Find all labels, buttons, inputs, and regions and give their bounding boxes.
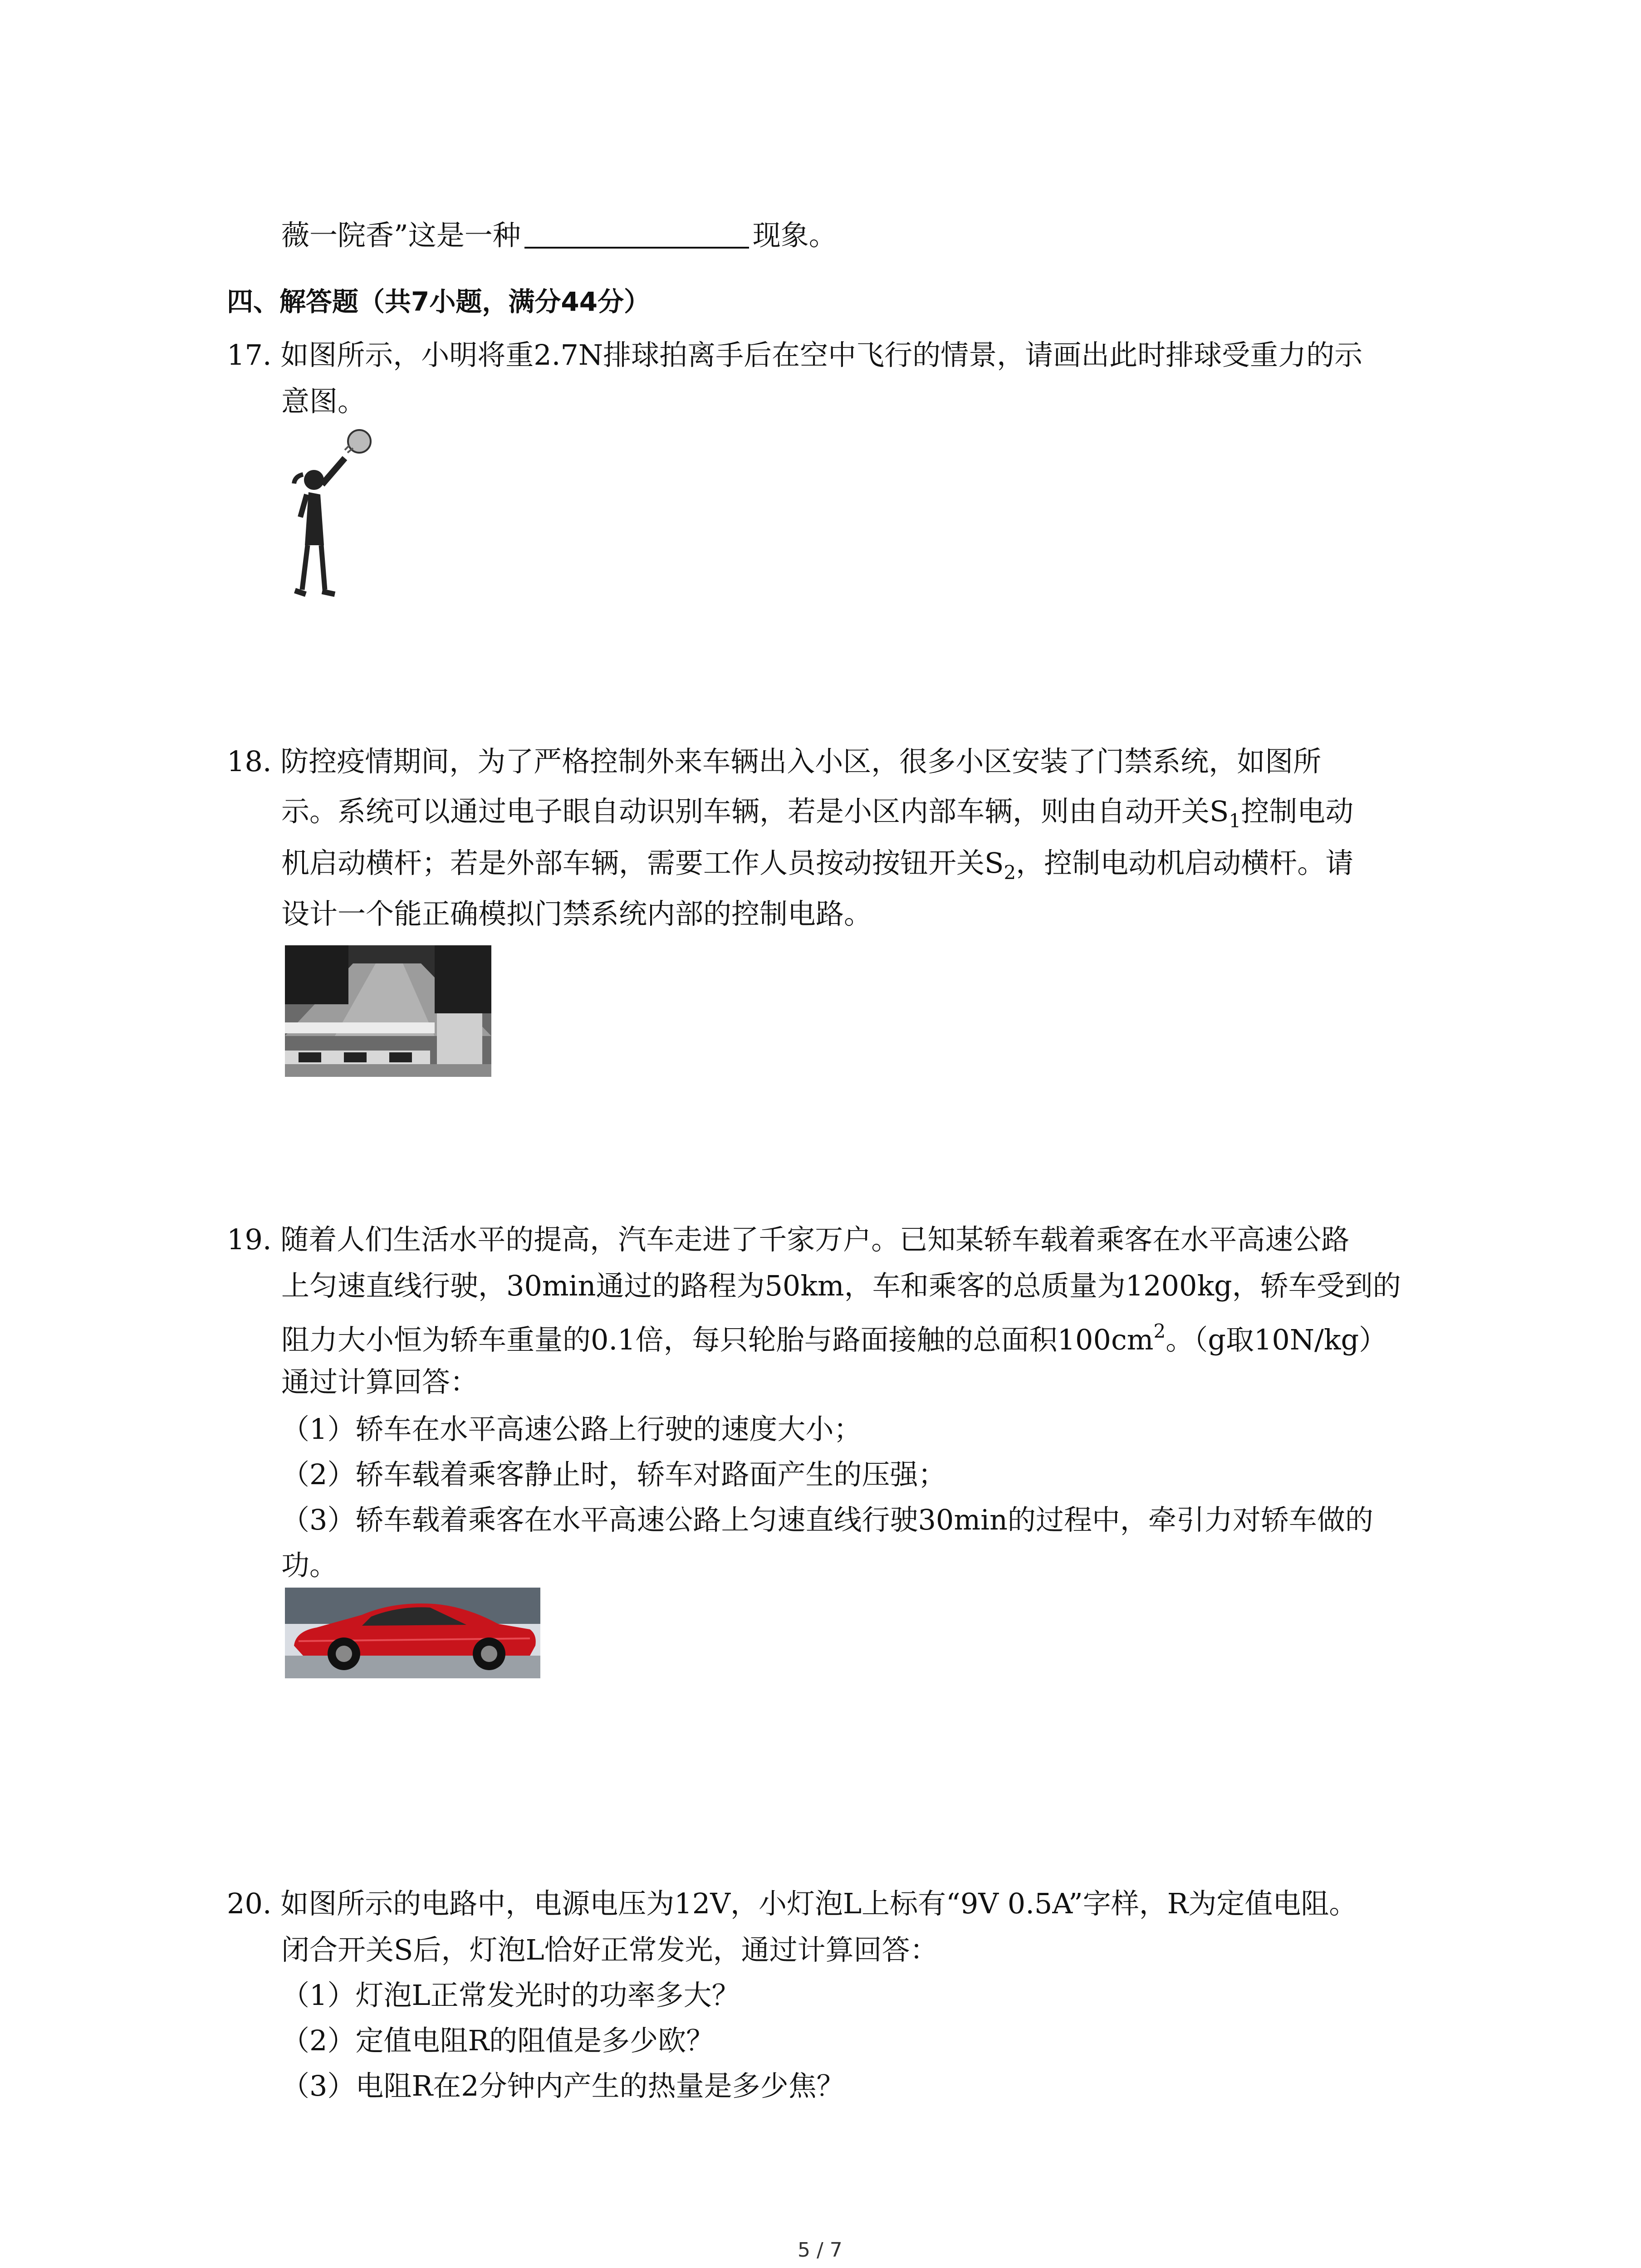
q18-line-1: 18. 防控疫情期间，为了严格控制外来车辆出入小区，很多小区安装了门禁系统，如图所 bbox=[227, 745, 1322, 778]
q18-line-2-text-a: 示。系统可以通过电子眼自动识别车辆，若是小区内部车辆，则由自动开关S bbox=[281, 795, 1229, 828]
q19-line-3 bbox=[281, 1322, 1387, 1354]
q17-line-1: 17. 如图所示，小明将重2.7N排球拍离手后在空中飞行的情景，请画出此时排球受重力的示 bbox=[227, 338, 1363, 371]
q19-subquestion-2: （2）轿车载着乘客静止时，轿车对路面产生的压强； bbox=[281, 1458, 946, 1491]
q20-line-1: 20. 如图所示的电路中，电源电压为12V，小灯泡L上标有“9V 0.5A”字样，R为定值电阻。 bbox=[227, 1887, 1357, 1920]
subscript-2: 2 bbox=[1004, 861, 1016, 884]
q19-subquestion-3-line-2: 功。 bbox=[281, 1549, 338, 1582]
q18-line-2-text-b: 控制电动 bbox=[1241, 795, 1354, 828]
q18-line-2 bbox=[281, 797, 1353, 831]
section-heading: 四、解答题（共7小题，满分44分） bbox=[227, 286, 651, 317]
q19-line-3-text-b: 。（g取10N/kg） bbox=[1166, 1323, 1387, 1356]
q16-text-before: 薇一院香”这是一种 bbox=[281, 219, 521, 252]
red-sedan-photo bbox=[285, 1588, 540, 1678]
answer-blank[interactable] bbox=[524, 225, 749, 249]
question-16-continuation bbox=[281, 219, 837, 252]
subscript-1: 1 bbox=[1229, 810, 1241, 832]
q20-line-2: 闭合开关S后，灯泡L恰好正常发光，通过计算回答： bbox=[281, 1933, 938, 1966]
superscript-2: 2 bbox=[1153, 1320, 1166, 1342]
q18-line-3-text-b: ，控制电动机启动横杆。请 bbox=[1016, 846, 1354, 880]
q19-subquestion-1: （1）轿车在水平高速公路上行驶的速度大小； bbox=[281, 1413, 862, 1446]
q16-text-after: 现象。 bbox=[752, 219, 837, 252]
q17-line-2: 意图。 bbox=[281, 385, 366, 418]
q19-line-1: 19. 随着人们生活水平的提高，汽车走进了千家万户。已知某轿车载着乘客在水平高速公路 bbox=[227, 1223, 1350, 1256]
q20-subquestion-2: （2）定值电阻R的阻值是多少欧？ bbox=[281, 2024, 715, 2057]
volleyball-player-figure bbox=[277, 426, 381, 608]
q19-subquestion-3-line-1: （3）轿车载着乘客在水平高速公路上匀速直线行驶30min的过程中，牵引力对轿车做的 bbox=[281, 1503, 1373, 1536]
q20-subquestion-3: （3）电阻R在2分钟内产生的热量是多少焦？ bbox=[281, 2069, 845, 2102]
q18-line-4: 设计一个能正确模拟门禁系统内部的控制电路。 bbox=[281, 897, 872, 930]
page-number: 5 / 7 bbox=[798, 2239, 843, 2262]
q19-line-3-text-a: 阻力大小恒为轿车重量的0.1倍，每只轮胎与路面接触的总面积100cm bbox=[281, 1323, 1154, 1356]
barrier-gate-photo bbox=[285, 945, 491, 1077]
q19-line-2: 上匀速直线行驶，30min通过的路程为50km，车和乘客的总质量为1200kg，轿车受到的 bbox=[281, 1269, 1401, 1302]
q18-line-3 bbox=[281, 846, 1354, 884]
q19-line-4: 通过计算回答： bbox=[281, 1365, 479, 1398]
q20-subquestion-1: （1）灯泡L正常发光时的功率多大？ bbox=[281, 1979, 740, 2012]
q18-line-3-text-a: 机启动横杆；若是外部车辆，需要工作人员按动按钮开关S bbox=[281, 846, 1004, 880]
